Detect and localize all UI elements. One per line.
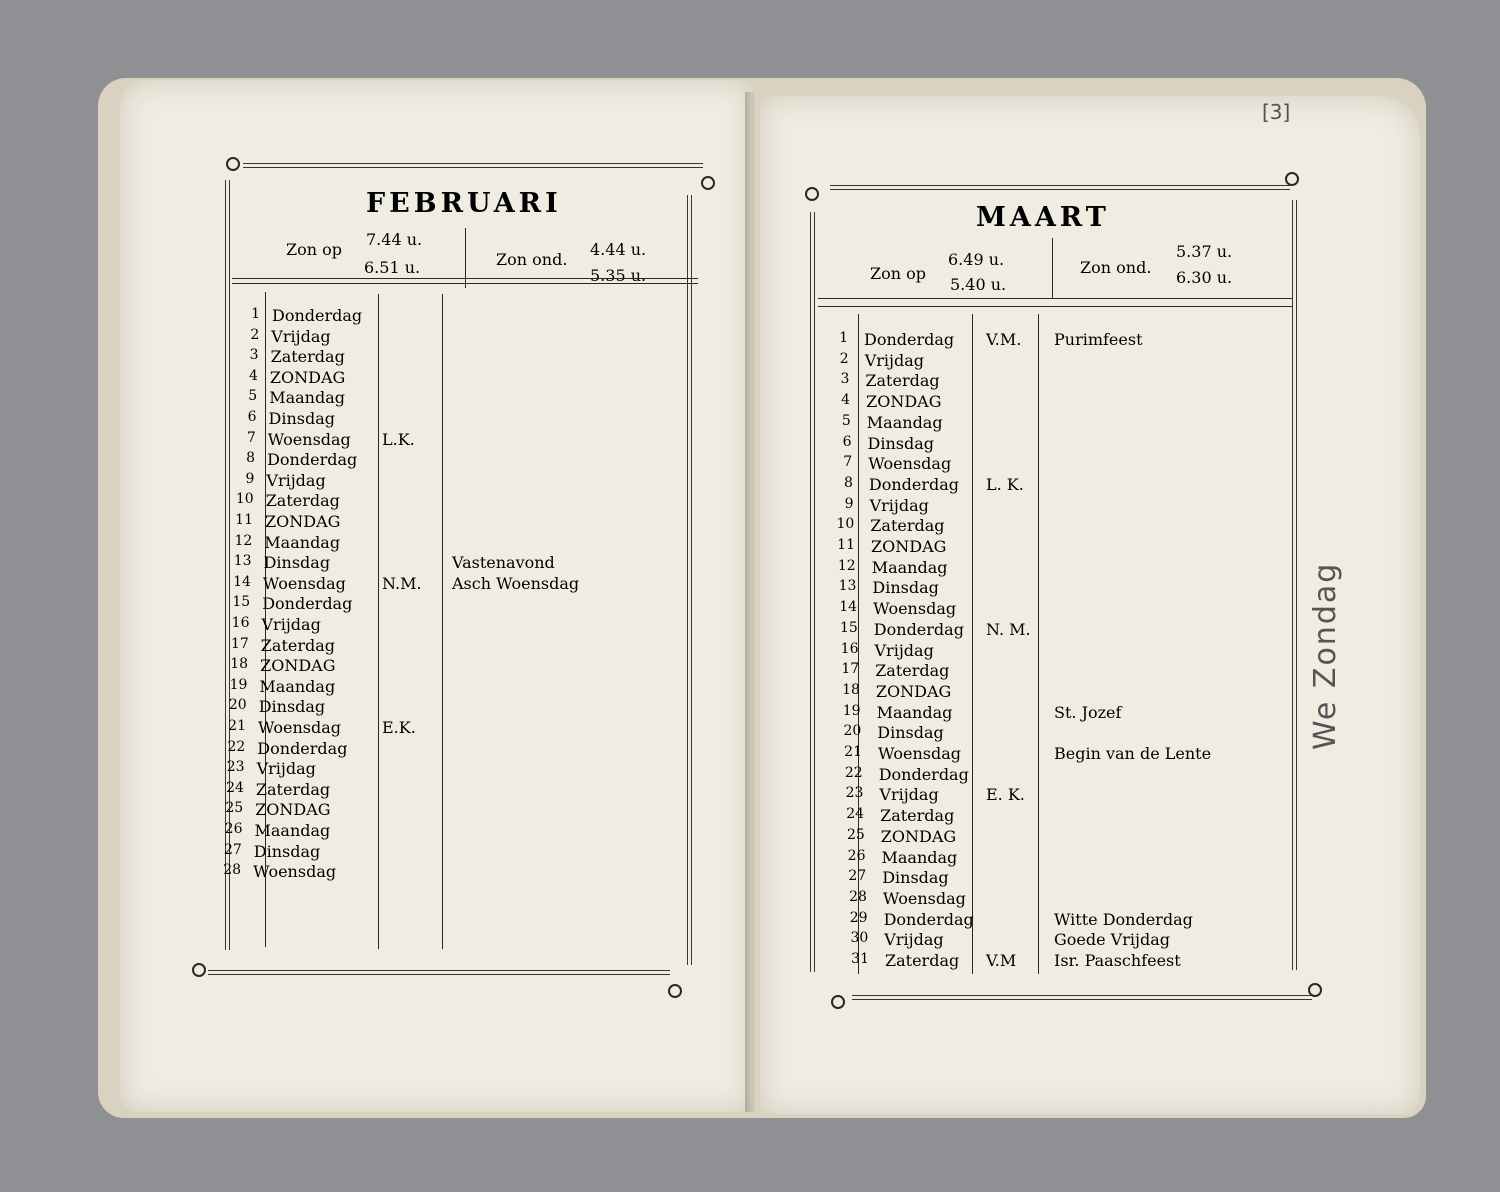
day-name: Maandag	[866, 412, 943, 432]
day-number: 30	[850, 930, 869, 947]
sunrise-time-2: 5.40 u.	[950, 275, 1007, 294]
day-name: Donderdag	[883, 909, 974, 929]
moon-column-rule	[1038, 314, 1039, 974]
header-rule	[818, 298, 1292, 299]
moon-phase: L. K.	[986, 474, 1024, 494]
sunrise-time-1: 6.49 u.	[948, 250, 1005, 269]
day-number: 15	[232, 594, 251, 611]
day-name: Woensdag	[267, 429, 351, 449]
sunrise-label: Zon op	[286, 240, 343, 259]
day-name: ZONDAG	[875, 681, 952, 701]
day-name: Dinsdag	[253, 841, 321, 861]
feb-bottom-rule	[208, 970, 670, 975]
day-number: 1	[839, 330, 848, 346]
ornament-ring	[668, 984, 682, 998]
day-name: Zaterdag	[255, 779, 331, 799]
day-name: Zaterdag	[885, 951, 960, 970]
day-name: Donderdag	[873, 619, 964, 639]
day-number: 11	[235, 512, 253, 528]
header-rule	[232, 278, 698, 279]
day-number: 24	[846, 806, 865, 823]
day-number: 2	[250, 326, 260, 343]
ornament-ring	[1285, 172, 1299, 186]
day-number: 27	[223, 841, 242, 858]
day-number: 1	[251, 306, 260, 322]
maart-left-rule	[810, 212, 815, 972]
day-number: 5	[248, 388, 258, 405]
day-number: 23	[845, 785, 864, 802]
day-name: ZONDAG	[269, 367, 346, 387]
day-number: 26	[847, 847, 866, 864]
day-name: Donderdag	[272, 306, 363, 325]
day-number: 10	[836, 516, 855, 533]
day-number: 4	[248, 367, 258, 384]
day-number: 5	[841, 412, 851, 429]
day-number: 9	[844, 495, 854, 512]
day-number: 17	[841, 661, 860, 678]
day-name: Woensdag	[868, 454, 952, 474]
day-number: 7	[843, 454, 853, 471]
day-number: 3	[249, 347, 259, 364]
month-title-maart: MAART	[976, 202, 1110, 233]
feast-day: Isr. Paaschfeest	[1054, 951, 1181, 970]
day-name: Vrijdag	[879, 785, 939, 805]
day-number: 19	[229, 676, 248, 693]
sunrise-label: Zon op	[870, 264, 927, 283]
day-name: Woensdag	[262, 573, 346, 593]
sunrise-time-1: 7.44 u.	[366, 230, 423, 249]
day-name: Vrijdag	[266, 470, 326, 490]
day-name: Vrijdag	[261, 615, 321, 634]
day-name: Vrijdag	[271, 326, 331, 346]
day-number: 28	[223, 862, 242, 879]
day-number: 16	[840, 640, 859, 657]
day-name: Dinsdag	[872, 578, 939, 598]
sunset-time-1: 5.37 u.	[1176, 242, 1233, 261]
sunset-label: Zon ond.	[496, 250, 568, 269]
day-number: 14	[839, 599, 858, 616]
day-name: ZONDAG	[871, 537, 947, 556]
header-rule	[818, 306, 1292, 307]
day-number: 7	[246, 429, 256, 446]
day-name: Vrijdag	[256, 759, 316, 779]
ornament-ring	[701, 176, 715, 190]
day-number: 21	[228, 718, 246, 734]
day-name: Dinsdag	[263, 553, 331, 573]
day-name: Donderdag	[864, 330, 955, 349]
sunset-time-2: 5.35 u.	[590, 266, 647, 285]
moon-phase: V.M	[986, 951, 1017, 970]
feast-day: Asch Woensdag	[452, 573, 580, 593]
day-number: 14	[233, 573, 251, 590]
day-name: Woensdag	[873, 599, 957, 619]
day-number: 8	[843, 474, 853, 491]
feast-day: Goede Vrijdag	[1054, 930, 1170, 950]
day-number: 28	[849, 888, 867, 905]
handwritten-note: We Zondag	[1308, 561, 1343, 750]
day-name: ZONDAG	[255, 800, 331, 820]
day-name: Donderdag	[257, 738, 348, 758]
day-name: Dinsdag	[268, 409, 335, 428]
day-name: Maandag	[269, 388, 345, 408]
day-number: 6	[842, 433, 852, 450]
day-number: 13	[838, 578, 857, 595]
day-number: 24	[226, 779, 244, 796]
day-number: 21	[844, 744, 862, 760]
page-number: [3]	[1262, 100, 1291, 124]
day-number: 8	[246, 450, 256, 467]
day-number: 11	[837, 537, 855, 553]
ornament-ring	[192, 963, 206, 977]
moon-column-rule	[442, 294, 443, 949]
day-name: Donderdag	[262, 594, 353, 614]
ornament-ring	[831, 995, 845, 1009]
moon-phase: N. M.	[986, 619, 1031, 639]
day-number: 20	[843, 723, 862, 740]
moon-phase: L.K.	[382, 429, 415, 449]
day-number: 13	[233, 553, 252, 570]
maart-right-rule	[1292, 200, 1297, 970]
day-number: 15	[839, 619, 858, 636]
day-name: Woensdag	[882, 888, 966, 908]
day-name: ZONDAG	[260, 656, 336, 676]
day-name: Maandag	[259, 676, 336, 696]
day-name-column-rule	[972, 314, 973, 974]
day-name: Maandag	[876, 702, 953, 722]
day-number: 18	[842, 681, 860, 698]
day-number: 27	[848, 868, 867, 885]
day-name: Vrijdag	[884, 930, 944, 950]
day-number: 4	[841, 392, 851, 409]
day-name: Vrijdag	[864, 350, 924, 370]
day-name: Dinsdag	[877, 723, 944, 743]
day-name: Donderdag	[878, 764, 969, 784]
day-number: 26	[224, 821, 243, 837]
day-name: Woensdag	[253, 862, 337, 882]
day-name: Dinsdag	[867, 433, 934, 453]
moon-phase: N.M.	[382, 573, 422, 593]
ornament-ring	[1308, 983, 1322, 997]
moon-phase: E.K.	[382, 718, 416, 737]
day-name: Zaterdag	[270, 347, 345, 367]
day-name: Zaterdag	[875, 661, 950, 681]
day-number: 29	[849, 909, 868, 926]
day-number: 17	[230, 635, 249, 652]
header-divider	[1052, 238, 1053, 298]
maart-bottom-rule	[852, 995, 1312, 1000]
maart-top-rule	[830, 185, 1290, 190]
day-number: 20	[228, 697, 247, 714]
day-name: Maandag	[254, 821, 331, 840]
day-name: ZONDAG	[880, 826, 957, 846]
header-rule	[232, 283, 698, 284]
feast-day: Vastenavond	[452, 553, 555, 573]
day-name: Woensdag	[258, 718, 341, 737]
feast-day: St. Jozef	[1054, 702, 1122, 722]
day-number: 22	[227, 738, 246, 755]
day-number: 25	[846, 826, 865, 843]
day-number: 10	[235, 491, 254, 508]
day-number: 6	[247, 409, 257, 425]
day-number: 31	[851, 951, 869, 967]
day-name: Maandag	[881, 847, 958, 867]
day-name: Zaterdag	[260, 635, 336, 655]
day-name: Zaterdag	[265, 491, 340, 511]
day-name-column-rule	[378, 294, 379, 949]
ornament-ring	[805, 187, 819, 201]
day-number: 19	[842, 702, 861, 719]
ornament-ring	[226, 157, 240, 171]
day-number: 25	[225, 800, 244, 817]
day-name: Dinsdag	[258, 697, 326, 717]
day-name: ZONDAG	[866, 392, 942, 412]
month-title-februari: FEBRUARI	[366, 188, 562, 219]
day-name: Zaterdag	[870, 516, 945, 536]
moon-phase: E. K.	[986, 785, 1025, 805]
page-februari	[120, 80, 752, 1112]
day-name: ZONDAG	[265, 512, 341, 531]
day-name: Dinsdag	[882, 868, 949, 888]
sunset-label: Zon ond.	[1080, 258, 1152, 277]
day-number: 22	[844, 764, 863, 781]
feast-day: Witte Donderdag	[1054, 909, 1193, 929]
feast-day: Purimfeest	[1054, 330, 1143, 349]
feb-top-rule	[243, 163, 703, 168]
day-number: 3	[840, 371, 850, 388]
moon-phase: V.M.	[986, 330, 1022, 349]
sunset-time-1: 4.44 u.	[590, 240, 647, 259]
day-name: Donderdag	[267, 450, 358, 470]
day-number: 18	[230, 656, 249, 673]
day-number: 12	[837, 557, 856, 574]
day-name: Zaterdag	[880, 806, 955, 826]
day-name: Woensdag	[878, 744, 961, 763]
day-number: 9	[245, 470, 255, 487]
day-name: Maandag	[264, 532, 341, 552]
day-number: 23	[226, 759, 245, 776]
header-divider	[465, 228, 466, 288]
day-name: Donderdag	[868, 474, 960, 494]
day-name: Vrijdag	[869, 495, 929, 515]
day-name: Maandag	[871, 557, 948, 577]
day-number: 12	[234, 532, 253, 549]
day-name: Vrijdag	[874, 640, 934, 660]
day-number: 2	[839, 350, 849, 367]
sunrise-time-2: 6.51 u.	[364, 258, 421, 277]
day-number: 16	[231, 615, 250, 631]
feast-day: Begin van de Lente	[1054, 744, 1212, 763]
day-name: Zaterdag	[865, 371, 940, 391]
feb-right-rule	[687, 195, 692, 965]
sunset-time-2: 6.30 u.	[1176, 268, 1233, 287]
